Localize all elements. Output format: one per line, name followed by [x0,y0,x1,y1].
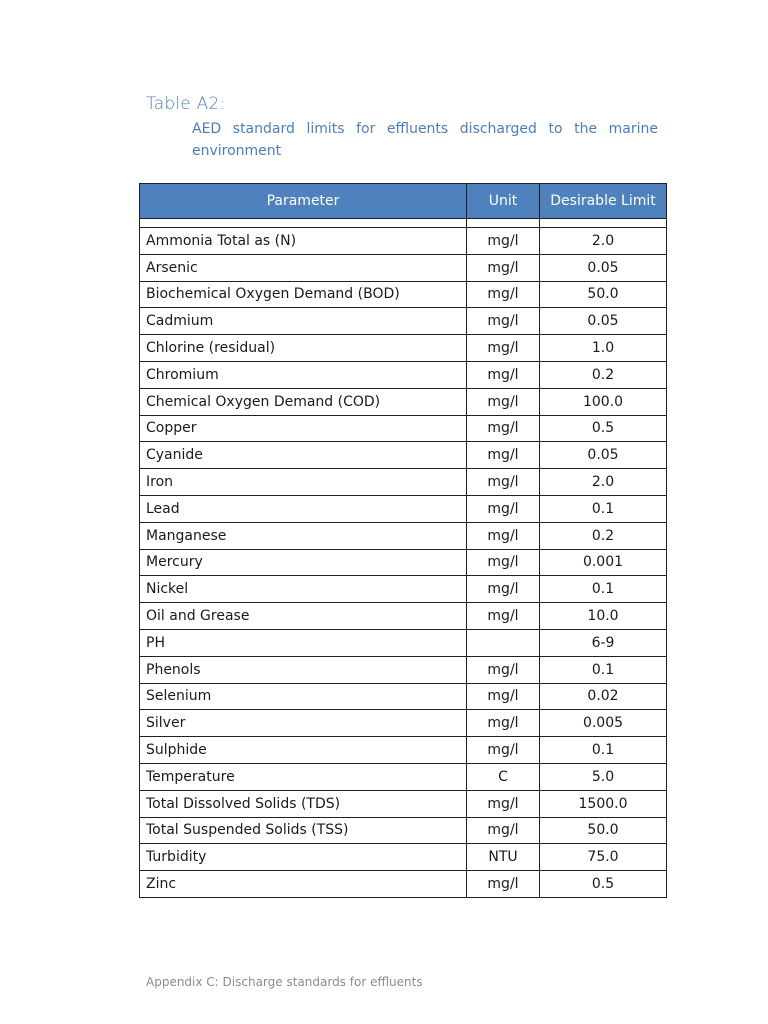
desirable-limit-cell: 5.0 [540,763,667,790]
table-row [140,415,667,442]
column-header-desirable-limit: Desirable Limit [540,184,667,219]
desirable-limit-cell: 75.0 [540,844,667,871]
unit-cell: mg/l [467,710,540,737]
unit-cell: mg/l [467,603,540,630]
page-footer: Appendix C: Discharge standards for effluents [146,975,423,989]
parameter-cell: PH [140,629,467,656]
parameter-cell: Biochemical Oxygen Demand (BOD) [140,281,467,308]
parameter-cell: Total Dissolved Solids (TDS) [140,790,467,817]
unit-cell: mg/l [467,442,540,469]
desirable-limit-cell: 0.1 [540,737,667,764]
unit-cell: mg/l [467,415,540,442]
table-row [140,737,667,764]
parameter-cell: Total Suspended Solids (TSS) [140,817,467,844]
parameter-cell: Oil and Grease [140,603,467,630]
unit-cell: mg/l [467,388,540,415]
parameter-cell: Selenium [140,683,467,710]
table-row [140,844,667,871]
table-row [140,549,667,576]
desirable-limit-cell: 0.2 [540,361,667,388]
desirable-limit-cell: 50.0 [540,817,667,844]
table-row [140,228,667,255]
parameter-cell: Cadmium [140,308,467,335]
parameter-cell: Manganese [140,522,467,549]
parameter-cell: Lead [140,495,467,522]
table-row [140,629,667,656]
unit-cell: mg/l [467,522,540,549]
table-row [140,576,667,603]
unit-cell: mg/l [467,549,540,576]
unit-cell: mg/l [467,281,540,308]
parameter-cell: Copper [140,415,467,442]
table-row [140,871,667,898]
unit-cell: mg/l [467,683,540,710]
table-row [140,361,667,388]
parameter-cell: Iron [140,469,467,496]
desirable-limit-cell: 0.02 [540,683,667,710]
table-row [140,790,667,817]
parameter-cell: Silver [140,710,467,737]
header-row [140,184,667,219]
unit-cell: mg/l [467,308,540,335]
table-row [140,522,667,549]
unit-cell: C [467,763,540,790]
table-row [140,308,667,335]
parameter-cell: Chlorine (residual) [140,335,467,362]
unit-cell: mg/l [467,469,540,496]
unit-cell: mg/l [467,228,540,255]
unit-cell: mg/l [467,790,540,817]
parameter-cell: Phenols [140,656,467,683]
desirable-limit-cell: 0.005 [540,710,667,737]
parameter-cell: Sulphide [140,737,467,764]
desirable-limit-cell: 0.05 [540,442,667,469]
table-row [140,442,667,469]
desirable-limit-cell: 0.001 [540,549,667,576]
table-row [140,683,667,710]
effluent-standards-table [139,183,667,898]
desirable-limit-cell: 2.0 [540,228,667,255]
table-row [140,603,667,630]
unit-cell: mg/l [467,495,540,522]
table-caption-label: Table A2: [146,94,226,114]
desirable-limit-cell: 6-9 [540,629,667,656]
parameter-cell: Chemical Oxygen Demand (COD) [140,388,467,415]
parameter-cell: Turbidity [140,844,467,871]
table-row [140,710,667,737]
desirable-limit-cell: 0.1 [540,576,667,603]
unit-cell: NTU [467,844,540,871]
spacer-cell [467,219,540,228]
unit-cell: mg/l [467,254,540,281]
desirable-limit-cell: 10.0 [540,603,667,630]
unit-cell: mg/l [467,335,540,362]
parameter-cell: Mercury [140,549,467,576]
parameter-cell: Temperature [140,763,467,790]
parameter-cell: Ammonia Total as (N) [140,228,467,255]
desirable-limit-cell: 100.0 [540,388,667,415]
unit-cell [467,629,540,656]
desirable-limit-cell: 1500.0 [540,790,667,817]
unit-cell: mg/l [467,656,540,683]
unit-cell: mg/l [467,737,540,764]
unit-cell: mg/l [467,817,540,844]
table-header [140,184,667,219]
spacer-cell [540,219,667,228]
desirable-limit-cell: 0.5 [540,871,667,898]
desirable-limit-cell: 0.05 [540,308,667,335]
desirable-limit-cell: 2.0 [540,469,667,496]
spacer-row [140,219,667,228]
column-header-unit: Unit [467,184,540,219]
unit-cell: mg/l [467,361,540,388]
desirable-limit-cell: 0.1 [540,495,667,522]
parameter-cell: Chromium [140,361,467,388]
parameter-cell: Cyanide [140,442,467,469]
table-row [140,254,667,281]
spacer-cell [140,219,467,228]
table-row [140,495,667,522]
table-row [140,335,667,362]
parameter-cell: Zinc [140,871,467,898]
desirable-limit-cell: 0.1 [540,656,667,683]
table-row [140,469,667,496]
desirable-limit-cell: 0.05 [540,254,667,281]
column-header-parameter: Parameter [140,184,467,219]
table-row [140,656,667,683]
unit-cell: mg/l [467,871,540,898]
unit-cell: mg/l [467,576,540,603]
parameter-cell: Nickel [140,576,467,603]
table-row [140,388,667,415]
parameter-cell: Arsenic [140,254,467,281]
desirable-limit-cell: 50.0 [540,281,667,308]
table-row [140,763,667,790]
table-row [140,281,667,308]
table-row [140,817,667,844]
desirable-limit-cell: 1.0 [540,335,667,362]
table-body [140,219,667,898]
desirable-limit-cell: 0.5 [540,415,667,442]
desirable-limit-cell: 0.2 [540,522,667,549]
table-caption-text: AED standard limits for effluents discharged to the marine environment [192,121,658,159]
